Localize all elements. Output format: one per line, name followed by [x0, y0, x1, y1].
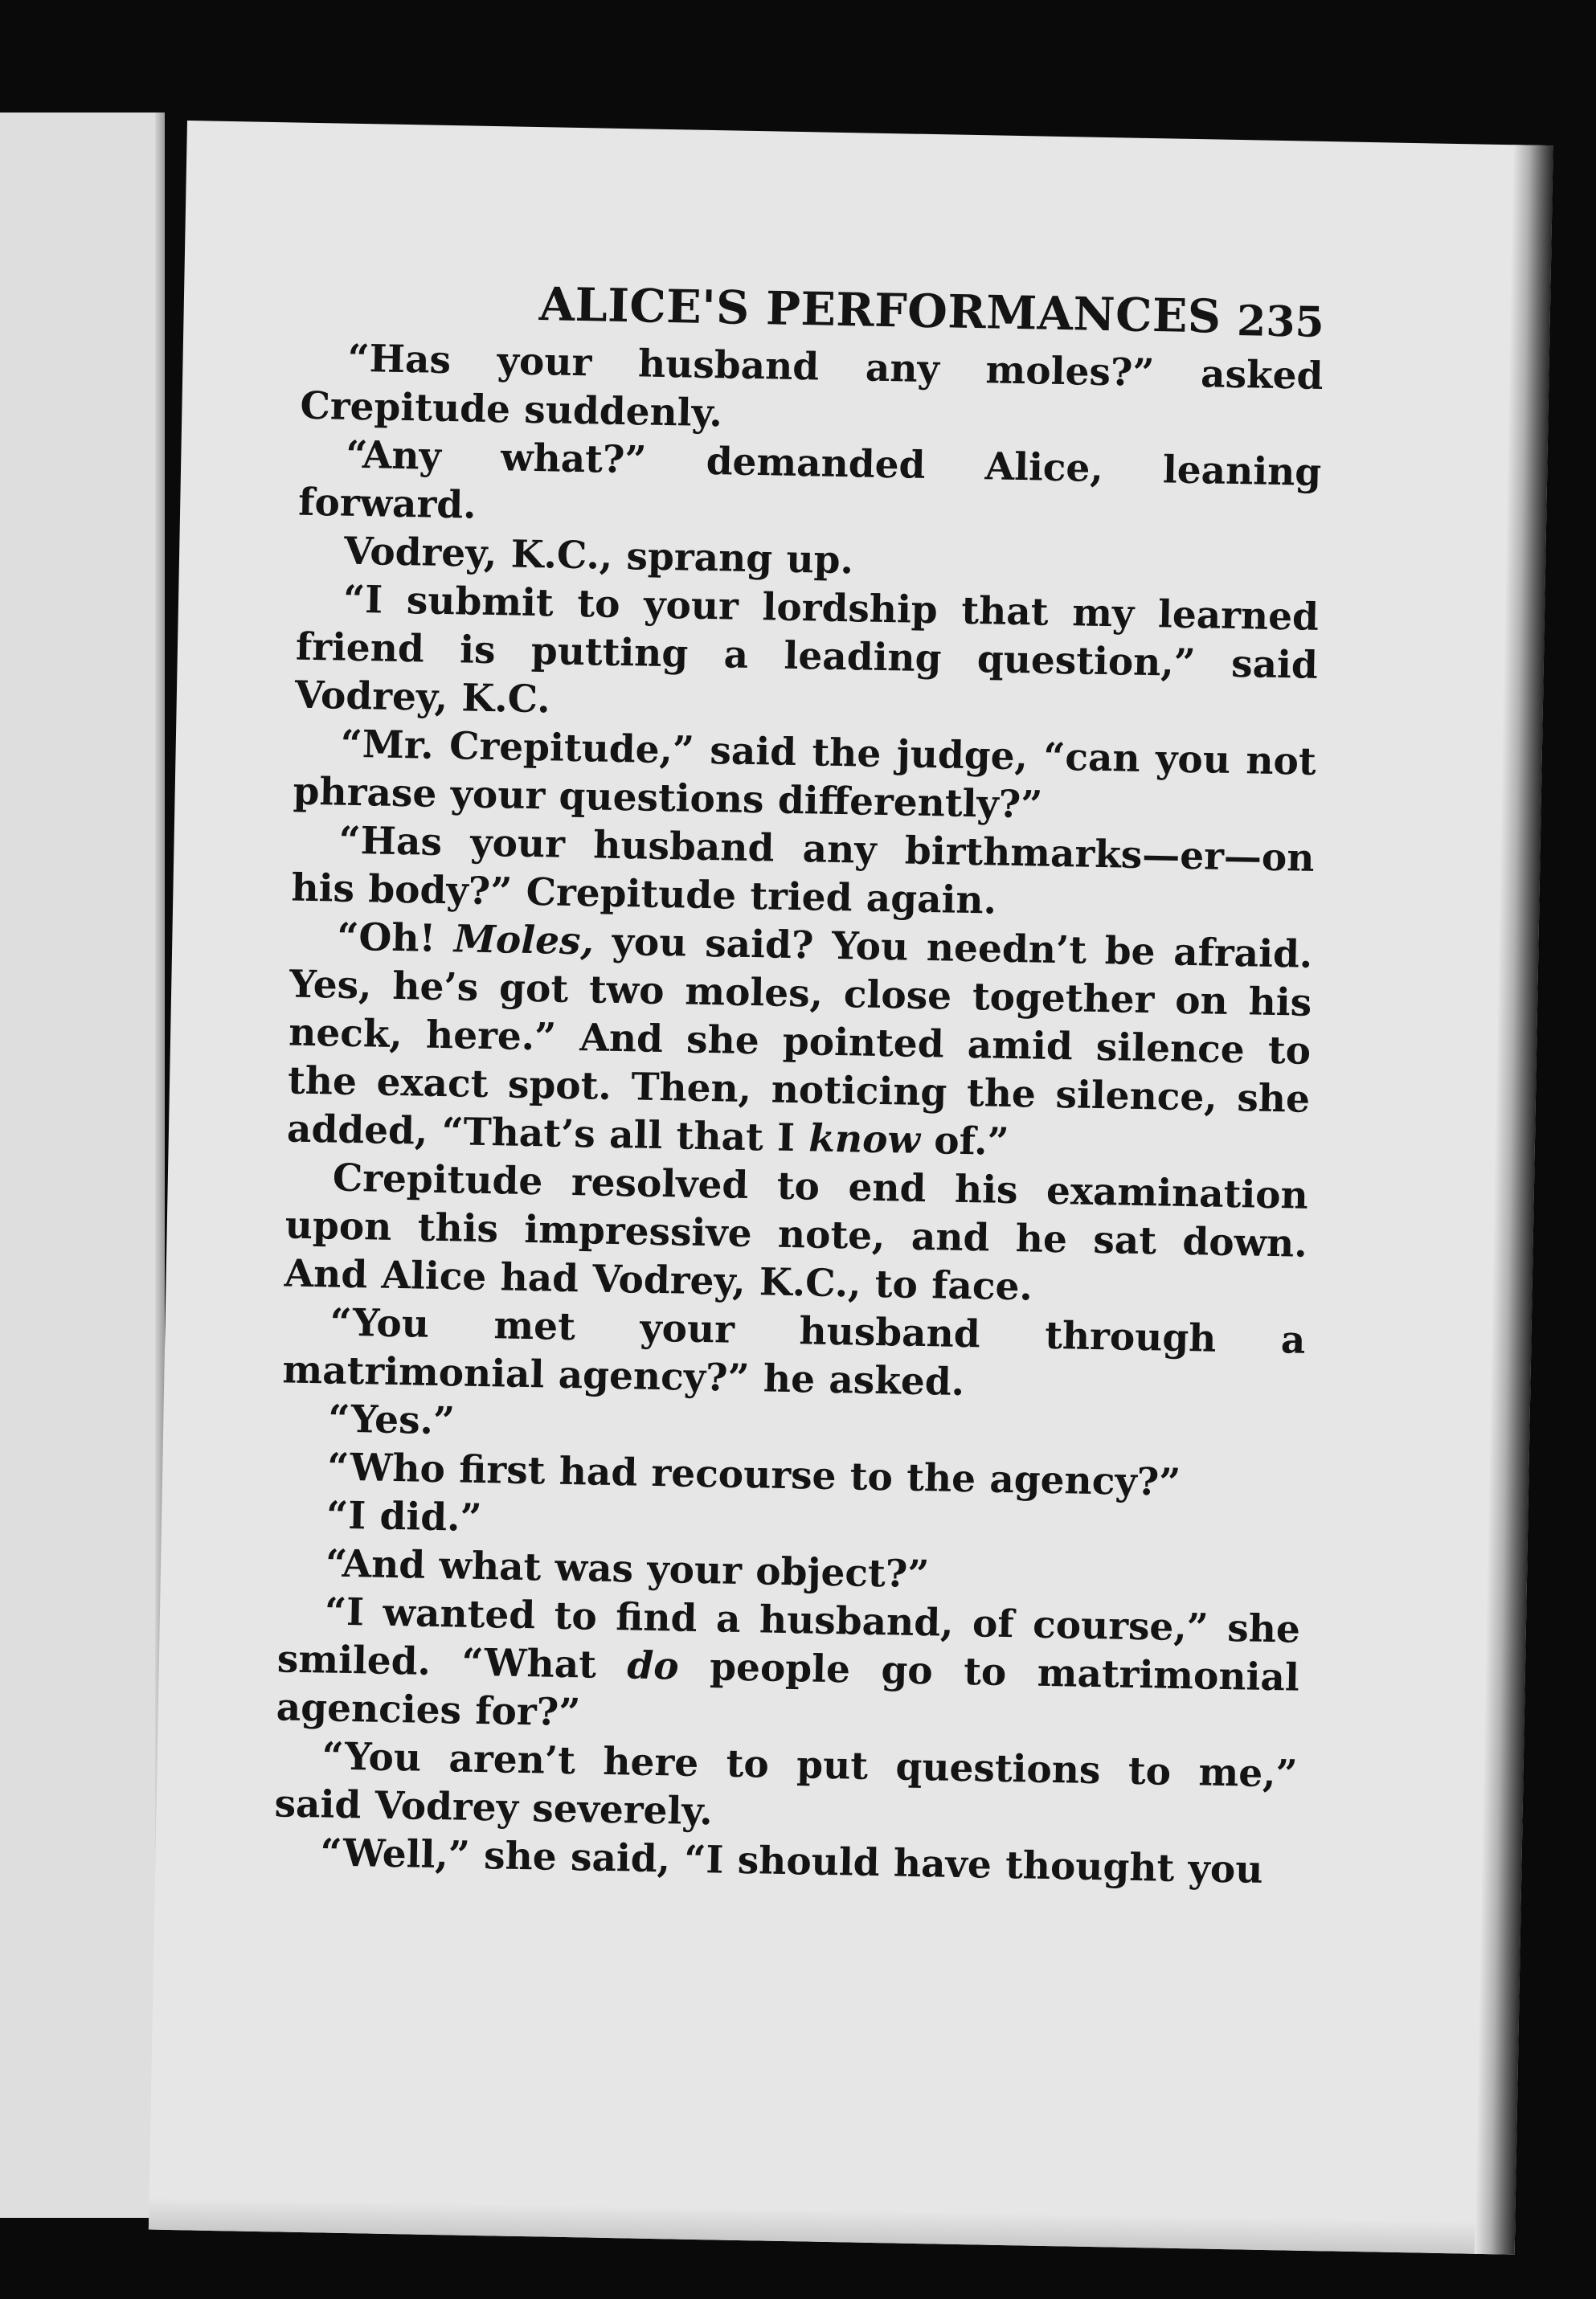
page-number: 235	[1236, 296, 1325, 347]
text-run: “Has your husband any moles?” asked Crepitude suddenly.	[300, 336, 1324, 436]
paragraph	[293, 720, 1316, 835]
text-run: “I submit to your lordship that my learned friend is putting a leading question,” said Vodrey, K.C.	[294, 577, 1320, 722]
text-run: “Oh!	[336, 914, 455, 962]
text-run: “Well,” she said, “I should have thought you	[320, 1831, 1263, 1892]
text-block	[273, 273, 1324, 1896]
text-run: “Has your husband any birthmarks—er—on his body?” Crepitude tried again.	[291, 818, 1315, 923]
paragraph	[291, 816, 1315, 931]
text-run: of.”	[919, 1118, 1010, 1164]
text-run: “And what was your object?”	[325, 1541, 930, 1597]
text-run: “Who first had recourse to the agency?”	[326, 1445, 1181, 1505]
text-run: “I did.”	[325, 1493, 483, 1541]
text-run: “Yes.”	[327, 1397, 456, 1444]
book-page	[149, 121, 1553, 2255]
text-run: “Mr. Crepitude,” said the judge, “can you not phrase your questions differently?”	[293, 722, 1317, 828]
paragraph	[286, 913, 1312, 1172]
paragraph	[298, 431, 1322, 546]
text-run: “You aren’t here to put questions to me,” said Vodrey severely.	[274, 1734, 1299, 1835]
text-run: “I wanted to find a husband, of course,” she smiled. “What	[276, 1589, 1301, 1688]
running-head-title: ALICE'S PERFORMANCES	[538, 277, 1222, 344]
body-text	[273, 334, 1324, 1896]
text-run: you said? You needn’t be afraid. Yes, he’s got two moles, close together on his neck, here.” And she pointed amid silence to the exact spot. Then, noticing the silence, she added, “That’s all that I	[286, 919, 1313, 1161]
paragraph	[300, 334, 1324, 449]
italic-text: know	[808, 1116, 921, 1163]
text-run: Vodrey, K.C., sprang up.	[343, 529, 854, 583]
facing-page-edge	[0, 112, 165, 2218]
text-run: people go to matrimonial agencies for?”	[276, 1644, 1300, 1736]
italic-text: Moles,	[453, 917, 595, 964]
text-run: “You met your husband through a matrimonial agency?” he asked.	[282, 1300, 1306, 1405]
paragraph	[294, 575, 1319, 738]
text-run: “Any what?” demanded Alice, leaning forward.	[297, 432, 1322, 528]
text-run: Crepitude resolved to end his examination upon this impressive note, and he sat down. And Alice had Vodrey, K.C., to face.	[284, 1156, 1309, 1310]
paragraph	[274, 1732, 1298, 1847]
paragraph	[284, 1153, 1308, 1316]
paragraph	[282, 1298, 1306, 1413]
paragraph	[276, 1587, 1300, 1750]
page-bottom-edge	[149, 2198, 1515, 2255]
italic-text: do	[626, 1643, 680, 1689]
